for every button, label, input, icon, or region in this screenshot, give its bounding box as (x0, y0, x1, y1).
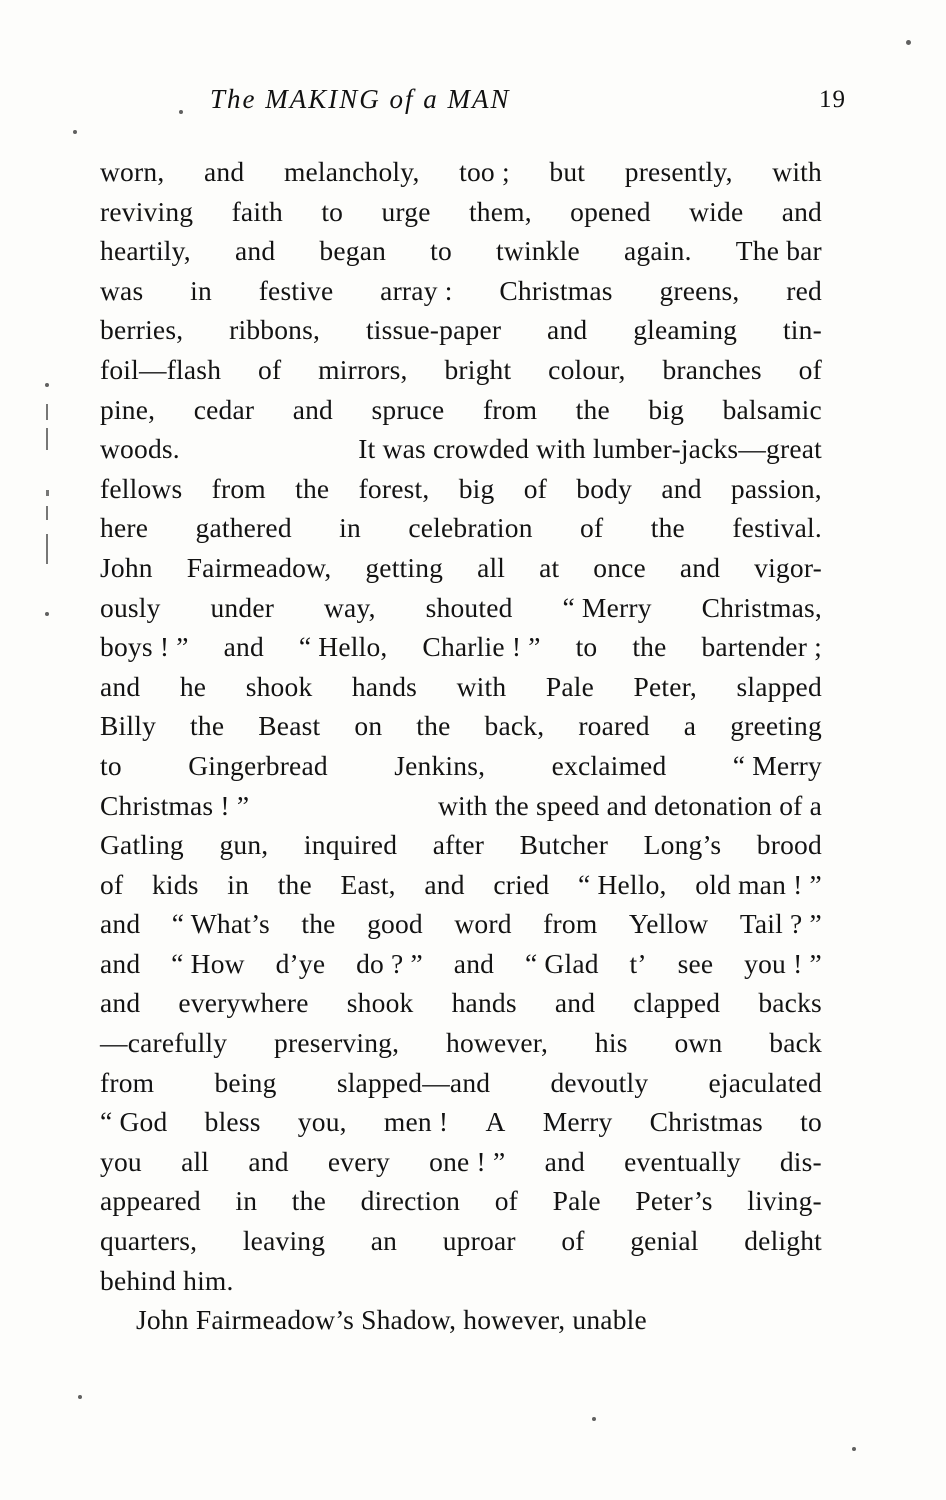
running-head (100, 84, 846, 124)
text-line: and everywhere shook hands and clapped backs (100, 987, 822, 1019)
text-line: woods. It was crowded with lumber-jacks—great (100, 433, 822, 465)
scan-speck (906, 40, 911, 45)
text-line: foil—flash of mirrors, bright colour, branches of (100, 353, 822, 385)
paragraph (100, 1300, 822, 1340)
text-line: to Gingerbread Jenkins, exclaimed “ Merry (100, 749, 822, 781)
scan-speck (852, 1447, 856, 1451)
text-line: Gatling gun, inquired after Butcher Long’s brood (100, 829, 822, 861)
text-line: Christmas ! ” with the speed and detonation of a (100, 789, 822, 821)
scan-speck (179, 110, 183, 114)
text-line: John Fairmeadow’s Shadow, however, unable (136, 1304, 647, 1336)
text-line: ously under way, shouted “ Merry Christmas, (100, 591, 822, 623)
scan-speck (73, 130, 77, 134)
scan-speck (78, 1395, 82, 1399)
text-line: pine, cedar and spruce from the big balsamic (100, 393, 822, 425)
text-line: and he shook hands with Pale Peter, slapped (100, 670, 822, 702)
text-line: you all and every one ! ” and eventually dis- (100, 1145, 822, 1177)
margin-rule-mark (46, 404, 48, 420)
text-line: reviving faith to urge them, opened wide and (100, 195, 822, 227)
text-line: here gathered in celebration of the festival. (100, 512, 822, 544)
text-line: heartily, and began to twinkle again. The bar (100, 235, 822, 267)
text-line: behind him. (100, 1264, 234, 1296)
margin-rule-mark (46, 490, 49, 496)
text-line: from being slapped—and devoutly ejaculated (100, 1066, 822, 1098)
scan-speck (592, 1417, 596, 1421)
text-line: and “ How d’ye do ? ” and “ Glad t’ see you ! ” (100, 947, 822, 979)
margin-rule-mark (46, 506, 48, 520)
text-line: —carefully preserving, however, his own back (100, 1027, 822, 1059)
body-text (100, 152, 822, 1340)
text-line: and “ What’s the good word from Yellow Tail ? ” (100, 908, 822, 940)
text-line: appeared in the direction of Pale Peter’s living- (100, 1185, 822, 1217)
text-line: fellows from the forest, big of body and passion, (100, 472, 822, 504)
page-title: The MAKING of a MAN (210, 84, 511, 114)
text-line: “ God bless you, men ! A Merry Christmas to (100, 1106, 822, 1138)
text-line: Billy the Beast on the back, roared a greeting (100, 710, 822, 742)
margin-rule-mark (46, 428, 48, 450)
margin-rule-mark (46, 534, 48, 564)
paragraph (100, 152, 822, 1300)
text-line: was in festive array : Christmas greens, red (100, 274, 822, 306)
scan-speck (45, 383, 49, 387)
scan-speck (45, 612, 49, 616)
text-line: boys ! ” and “ Hello, Charlie ! ” to the bartender ; (100, 631, 822, 663)
text-line: of kids in the East, and cried “ Hello, old man ! ” (100, 868, 822, 900)
text-line: quarters, leaving an uproar of genial delight (100, 1225, 822, 1257)
text-line: John Fairmeadow, getting all at once and vigor- (100, 551, 822, 583)
page-folio: 19 (819, 86, 846, 113)
text-line: worn, and melancholy, too ; but presently, with (100, 156, 822, 187)
text-line: berries, ribbons, tissue-paper and gleaming tin- (100, 314, 822, 346)
